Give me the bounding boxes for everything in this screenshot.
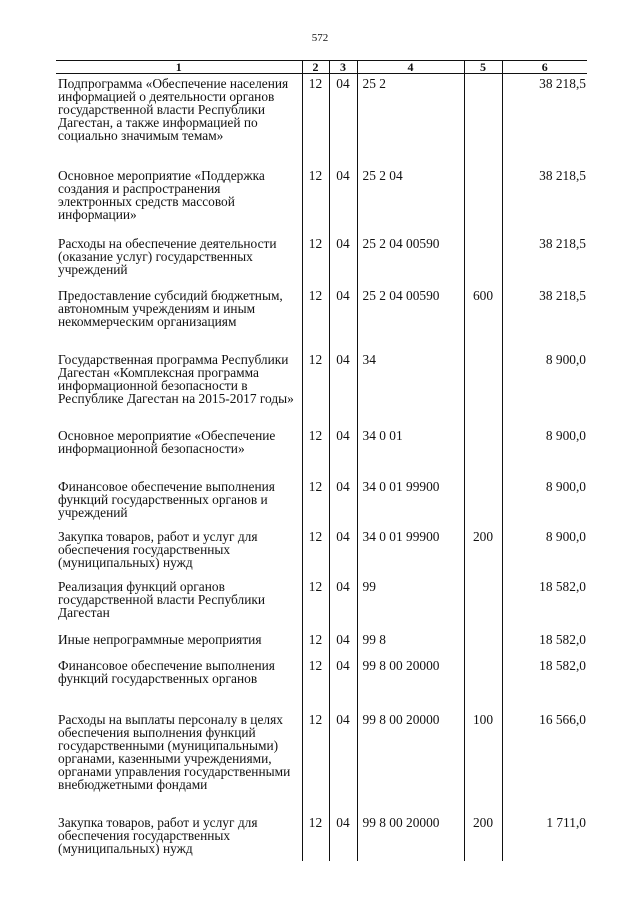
table-row xyxy=(56,74,587,166)
row-name: Закупка товаров, работ и услуг для обеспечения государственных (муниципальных) нужд xyxy=(58,814,258,856)
row-name: Иные непрограммные мероприятия xyxy=(58,631,262,647)
table-row xyxy=(56,350,587,426)
column-header-2: 2 xyxy=(302,61,329,74)
row-name: Финансовое обеспечение выполнения функций государственных органов xyxy=(58,657,275,686)
column-header-6: 6 xyxy=(502,61,587,74)
row-expense-type: 100 xyxy=(464,710,502,813)
row-amount: 18 582,0 xyxy=(502,577,587,630)
table-row xyxy=(56,426,587,477)
row-expense-type xyxy=(464,74,502,166)
row-target-code: 25 2 04 00590 xyxy=(357,286,464,350)
row-name: Расходы на обеспечение деятельности (оказание услуг) государственных учреждений xyxy=(58,235,277,277)
row-section: 12 xyxy=(302,710,329,813)
row-section: 12 xyxy=(302,477,329,527)
row-target-code: 99 8 00 20000 xyxy=(357,656,464,710)
row-name: Реализация функций органов государственной власти Республики Дагестан xyxy=(58,578,266,620)
row-subsection: 04 xyxy=(329,577,357,630)
row-target-code: 25 2 xyxy=(357,74,464,166)
column-header-5: 5 xyxy=(464,61,502,74)
table-header-row xyxy=(56,61,587,74)
row-target-code: 99 8 00 20000 xyxy=(357,813,464,861)
row-name: Основное мероприятие «Поддержка создания и распространения электронных средств массовой информации» xyxy=(58,167,265,222)
table-row xyxy=(56,166,587,234)
row-name: Расходы на выплаты персоналу в целях обеспечения выполнения функций государственными (муниципальными) органами, казенными учреждениями, органами управления государственными внебюджетными фондами xyxy=(58,711,291,792)
row-amount: 8 900,0 xyxy=(502,477,587,527)
row-name: Подпрограмма «Обеспечение населения информацией о деятельности органов государственной власти Республики Дагестан, а также информацией по социально значимым темам» xyxy=(58,76,289,143)
row-subsection: 04 xyxy=(329,234,357,286)
row-section: 12 xyxy=(302,286,329,350)
row-expense-type xyxy=(464,577,502,630)
row-amount: 38 218,5 xyxy=(502,234,587,286)
row-amount: 8 900,0 xyxy=(502,426,587,477)
table-row xyxy=(56,234,587,286)
row-target-code: 34 0 01 99900 xyxy=(357,527,464,577)
row-expense-type xyxy=(464,630,502,656)
row-name: Основное мероприятие «Обеспечение информационной безопасности» xyxy=(58,427,276,456)
row-name: Закупка товаров, работ и услуг для обеспечения государственных (муниципальных) нужд xyxy=(58,528,258,570)
row-amount: 8 900,0 xyxy=(502,527,587,577)
row-section: 12 xyxy=(302,577,329,630)
row-target-code: 99 8 xyxy=(357,630,464,656)
row-amount: 1 711,0 xyxy=(502,813,587,861)
column-header-1: 1 xyxy=(56,61,302,74)
row-expense-type xyxy=(464,166,502,234)
row-target-code: 25 2 04 xyxy=(357,166,464,234)
row-subsection: 04 xyxy=(329,477,357,527)
table-row xyxy=(56,577,587,630)
row-subsection: 04 xyxy=(329,813,357,861)
table-row xyxy=(56,710,587,813)
row-subsection: 04 xyxy=(329,527,357,577)
row-section: 12 xyxy=(302,527,329,577)
row-name: Государственная программа Республики Дагестан «Комплексная программа информационной безопасности в Республике Дагестан на 2015-2017 годы» xyxy=(58,351,294,406)
row-section: 12 xyxy=(302,166,329,234)
row-target-code: 34 0 01 xyxy=(357,426,464,477)
row-section: 12 xyxy=(302,813,329,861)
row-section: 12 xyxy=(302,630,329,656)
row-name: Финансовое обеспечение выполнения функций государственных органов и учреждений xyxy=(58,478,275,520)
row-subsection: 04 xyxy=(329,166,357,234)
row-subsection: 04 xyxy=(329,710,357,813)
row-target-code: 34 0 01 99900 xyxy=(357,477,464,527)
row-expense-type: 200 xyxy=(464,527,502,577)
row-subsection: 04 xyxy=(329,286,357,350)
row-section: 12 xyxy=(302,426,329,477)
table-row xyxy=(56,656,587,710)
page-number: 572 xyxy=(311,32,329,44)
table-row xyxy=(56,477,587,527)
row-target-code: 99 xyxy=(357,577,464,630)
column-header-4: 4 xyxy=(357,61,464,74)
row-subsection: 04 xyxy=(329,350,357,426)
row-amount: 18 582,0 xyxy=(502,656,587,710)
row-target-code: 34 xyxy=(357,350,464,426)
column-header-3: 3 xyxy=(329,61,357,74)
row-expense-type xyxy=(464,477,502,527)
row-section: 12 xyxy=(302,74,329,166)
row-section: 12 xyxy=(302,350,329,426)
row-expense-type xyxy=(464,350,502,426)
table-row xyxy=(56,813,587,861)
row-subsection: 04 xyxy=(329,426,357,477)
row-expense-type xyxy=(464,234,502,286)
table-row xyxy=(56,630,587,656)
row-amount: 38 218,5 xyxy=(502,166,587,234)
row-expense-type xyxy=(464,656,502,710)
budget-table xyxy=(56,60,587,861)
row-subsection: 04 xyxy=(329,630,357,656)
row-expense-type: 200 xyxy=(464,813,502,861)
table-row xyxy=(56,286,587,350)
row-amount: 8 900,0 xyxy=(502,350,587,426)
row-name: Предоставление субсидий бюджетным, автономным учреждениям и иным некоммерческим организациям xyxy=(58,287,283,329)
table-row xyxy=(56,527,587,577)
row-expense-type: 600 xyxy=(464,286,502,350)
row-expense-type xyxy=(464,426,502,477)
row-amount: 38 218,5 xyxy=(502,74,587,166)
row-target-code: 99 8 00 20000 xyxy=(357,710,464,813)
row-subsection: 04 xyxy=(329,74,357,166)
row-section: 12 xyxy=(302,656,329,710)
row-amount: 18 582,0 xyxy=(502,630,587,656)
row-subsection: 04 xyxy=(329,656,357,710)
row-target-code: 25 2 04 00590 xyxy=(357,234,464,286)
row-amount: 38 218,5 xyxy=(502,286,587,350)
row-amount: 16 566,0 xyxy=(502,710,587,813)
row-section: 12 xyxy=(302,234,329,286)
